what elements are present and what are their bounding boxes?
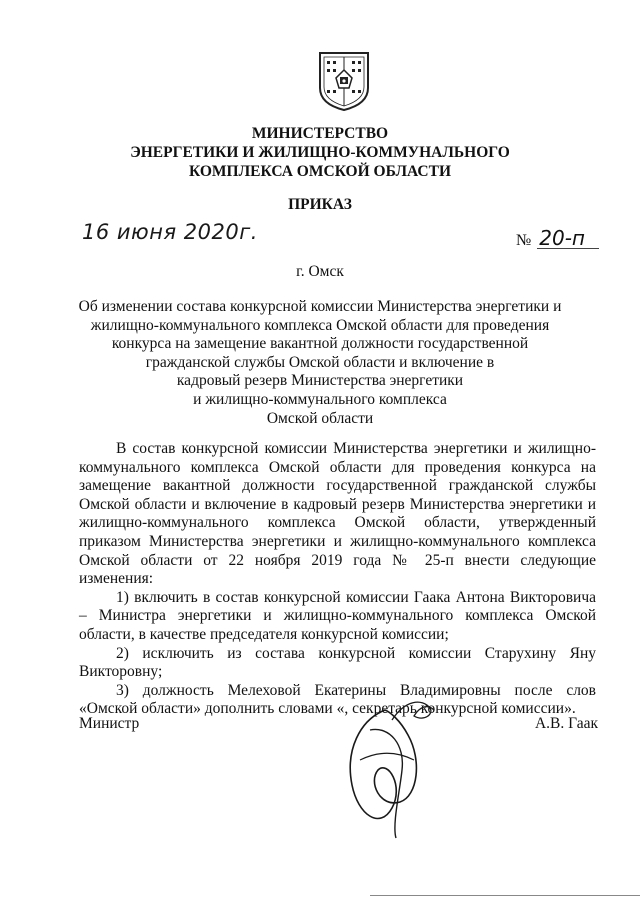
body-item-1: 1) включить в состав конкурсной комиссии Гаака Антона Викторовича – Министра энергетики и жилищно-коммунального комплекса Омской области, в качестве председателя конкурсной комиссии; — [79, 588, 596, 643]
order-title: ПРИКАЗ — [288, 196, 352, 213]
coat-of-arms-emblem — [316, 50, 372, 112]
order-body — [79, 440, 596, 719]
order-subject — [60, 298, 580, 428]
handwritten-signature — [330, 690, 440, 840]
body-intro-paragraph: В состав конкурсной комиссии Министерства энергетики и жилищно-коммунального комплекса Омской области для проведения конкурса на замещение вакантной должности государственной гражданской службы Омской области и включение в кадровый резерв Министерства энергетики и жилищно-коммунального комплекса Омской области, утвержденный приказом Министерства энергетики и жилищно-коммунального комплекса Омской области от 22 ноября 2019 года № 25-п внести следующие изменения: — [79, 440, 596, 588]
ministry-line-1: МИНИСТЕРСТВО — [251, 125, 389, 142]
subject-line: жилищно-коммунального комплекса Омской области для проведения — [90, 316, 550, 334]
body-item-3: 3) должность Мелеховой Екатерины Владимировны после слов «Омской области» дополнить словами «, секретарь конкурсной комиссии». — [79, 681, 596, 718]
signer-position: Министр — [79, 715, 140, 732]
subject-line: и жилищно-коммунального комплекса — [193, 390, 447, 408]
subject-line: Омской области — [266, 409, 374, 427]
signer-name: А.В. Гаак — [534, 715, 598, 732]
subject-line: конкурса на замещение вакантной должности государственной — [111, 335, 529, 353]
body-item-2: 2) исключить из состава конкурсной комиссии Старухину Яну Викторовну; — [79, 644, 596, 681]
ministry-line-2: ЭНЕРГЕТИКИ И ЖИЛИЩНО-КОММУНАЛЬНОГО — [130, 144, 510, 161]
page-bottom-rule — [370, 895, 640, 896]
subject-line: кадровый резерв Министерства энергетики — [176, 372, 464, 390]
order-date-handwritten: 16 июня 2020г. — [82, 220, 258, 244]
subject-line: гражданской службы Омской области и включение в — [145, 353, 495, 371]
ministry-name — [0, 124, 640, 181]
order-number — [516, 226, 585, 250]
ministry-line-3: КОМПЛЕКСА ОМСКОЙ ОБЛАСТИ — [188, 163, 452, 180]
subject-line: Об изменении состава конкурсной комиссии Министерства энергетики и — [78, 298, 562, 315]
order-number-prefix: № — [516, 232, 532, 249]
order-number-underline — [537, 248, 599, 249]
order-number-handwritten: 20-п — [539, 226, 586, 250]
city: г. Омск — [296, 263, 344, 280]
